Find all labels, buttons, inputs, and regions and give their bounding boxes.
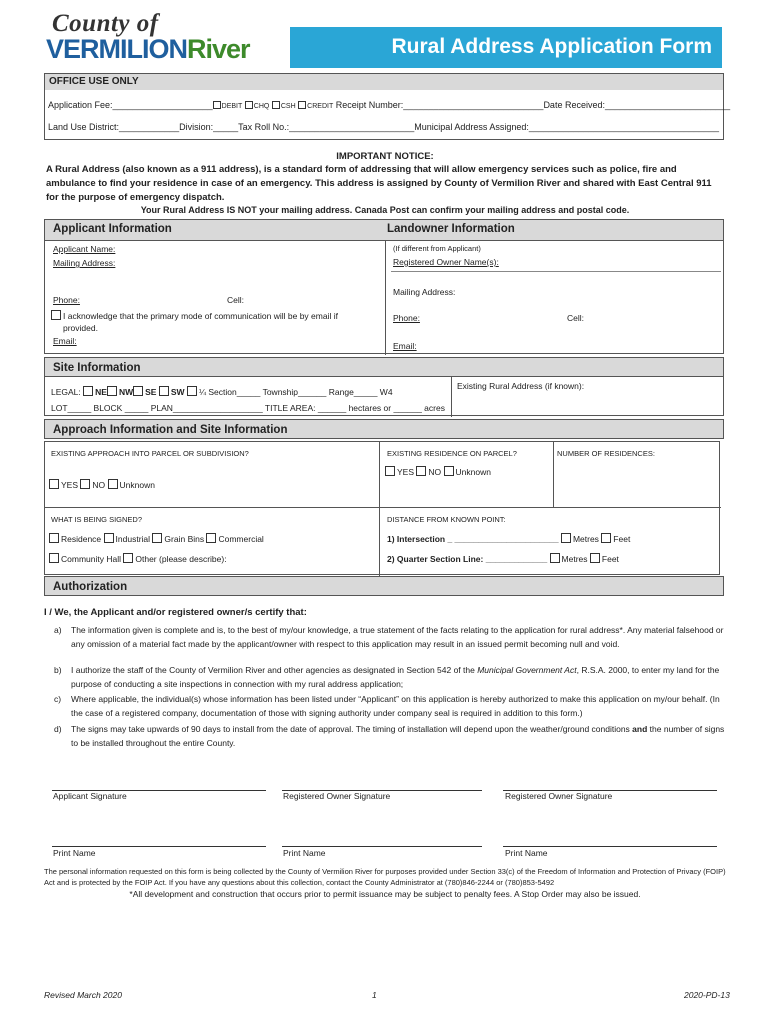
approach-unknown-checkbox[interactable] [108,479,118,489]
landowner-heading: Landowner Information [387,223,515,235]
legal-row [51,386,393,397]
applicant-name-field[interactable]: Applicant Name: [53,244,116,254]
notice-mailing: Your Rural Address IS NOT your mailing address. Canada Post can confirm your mailing address and postal code. [140,205,630,215]
ack-line-1 [51,310,338,321]
site-divider [451,377,452,417]
industrial-checkbox[interactable] [104,533,114,543]
clause-d [54,722,726,750]
applicant-signature-label: Applicant Signature [53,791,127,801]
community-hall-label: Community Hall [61,554,121,564]
credit-checkbox[interactable] [298,101,306,109]
approach-heading [44,419,724,439]
email-ack-checkbox[interactable] [51,310,61,320]
notice-body: A Rural Address (also known as a 911 address), is a standard form of addressing that will allow emergency services such as police, fire and ambulance to find your residence in case of an emergency. This address is assigned by County of Vermilion River and shared with East Central 911 for the purpose of emergency dispatch. [46,164,712,203]
application-fee-field[interactable]: Application Fee:____________________ [48,100,213,110]
signed-options-row-2 [49,553,227,564]
residence-yes-label: YES [397,467,415,477]
form-code: 2020-PD-13 [684,990,730,1000]
distance-label: DISTANCE FROM KNOWN POINT: [387,515,506,524]
debit-checkbox[interactable] [213,101,221,109]
intersection-feet-label: Feet [613,534,631,544]
clause-d-mark: d) [54,724,62,734]
legal-label: LEGAL: [51,387,81,397]
chq-label: CHQ [253,103,270,110]
other-checkbox[interactable] [123,553,133,563]
clause-b-act: Municipal Government Act [477,665,577,675]
office-use-heading: OFFICE USE ONLY [45,74,723,90]
owner-signature-label-2: Registered Owner Signature [505,791,613,801]
approach-row-divider [45,507,721,508]
site-info-heading [44,357,724,377]
applicant-mailing-field[interactable]: Mailing Address: [53,258,116,268]
ne-checkbox[interactable] [83,386,93,396]
existing-approach-label: EXISTING APPROACH INTO PARCEL OR SUBDIVISION? [51,449,249,458]
lot-block-plan-row[interactable]: LOT_____ BLOCK _____ PLAN___________________ TITLE AREA: ______ hectares or ______ acres [51,403,445,413]
revised-date: Revised March 2020 [44,990,122,1000]
landowner-cell-field[interactable]: Cell: [567,313,585,323]
page-number: 1 [372,990,377,1000]
print-name-label-3: Print Name [505,848,548,858]
landowner-phone-field[interactable]: Phone: [393,313,420,323]
quarter-line-field[interactable]: 2) Quarter Section Line: _____________ [387,554,548,564]
quarter-metres-checkbox[interactable] [550,553,560,563]
clause-b-part2: , R.S.A. 2000, to enter my land for the purpose of conducting a site inspections in connection with my rural address application; [71,665,720,689]
penalty-notice: *All development and construction that occurs prior to permit issuance may be subject to penalty fees. A Stop Order may also be issued. [129,889,641,899]
clause-b [54,663,726,691]
clause-a-text: The information given is complete and is, to the best of my/our knowledge, a true statement of the facts relating to the application for rural address*. Any material falsehood or any omission of a material fact made by the applicant/owner with respect to this application may result in an issued permit becoming null and void. [71,625,724,649]
approach-title: Approach Information and Site Information [53,424,288,436]
clause-d-part1: The signs may take upwards of 90 days to install from the date of approval. The timing of installation will depend upon the weather/ground conditions [71,724,633,734]
owner-signature-label-1: Registered Owner Signature [283,791,391,801]
clause-c-text: Where applicable, the individual(s) whose information has been listed under “Applicant” on this application is hereby authorized to make this application on my/our behalf. (In the case of a registered company, documentation of those with signing authority under company seal is required in addition to this form.) [71,694,720,718]
receipt-number-field[interactable]: Receipt Number:____________________________ [335,100,544,110]
landowner-note: (If different from Applicant) [393,244,481,253]
title-banner [290,27,722,68]
intersection-feet-checkbox[interactable] [601,533,611,543]
grain-bins-label: Grain Bins [164,534,205,544]
sw-checkbox[interactable] [159,386,169,396]
tax-roll-field[interactable]: Tax Roll No.:_________________________ [238,122,415,132]
authorization-heading [44,576,724,596]
chq-checkbox[interactable] [245,101,253,109]
intersection-field[interactable]: 1) Intersection _ ______________________ [387,534,559,544]
logo-text-vermilion-river [46,34,250,65]
quarter-feet-label: Feet [601,554,619,564]
applicant-landowner-box [44,240,724,354]
clause-c [54,692,726,720]
other-label[interactable]: Other (please describe): [135,554,227,564]
print-name-line-3[interactable] [503,846,717,847]
residence-no-checkbox[interactable] [416,466,426,476]
debit-label: DEBIT [221,103,243,110]
grain-bins-checkbox[interactable] [152,533,162,543]
approach-no-checkbox[interactable] [80,479,90,489]
clause-a [54,623,726,651]
applicant-cell-field[interactable]: Cell: [227,295,245,305]
site-info-title: Site Information [53,362,141,374]
applicant-heading: Applicant Information [53,223,172,235]
commercial-checkbox[interactable] [206,533,216,543]
se-checkbox[interactable] [133,386,143,396]
residence-checkbox[interactable] [49,533,59,543]
division-field[interactable]: Division:_____ [179,122,239,132]
quarter-line-row [387,553,619,564]
print-name-label-2: Print Name [283,848,326,858]
residence-unknown-checkbox[interactable] [444,466,454,476]
community-hall-checkbox[interactable] [49,553,59,563]
csh-label: CSH [280,103,296,110]
landowner-email-field[interactable]: Email: [393,341,417,351]
site-info-box [44,376,724,416]
column-divider [385,241,386,355]
number-of-residences-field[interactable]: NUMBER OF RESIDENCES: [557,449,655,458]
print-name-label-1: Print Name [53,848,96,858]
applicant-email-field[interactable]: Email: [53,336,77,346]
date-received-field[interactable]: Date Received:_________________________ [543,100,731,110]
csh-checkbox[interactable] [272,101,280,109]
commercial-label: Commercial [218,534,264,544]
land-use-district-field[interactable]: Land Use District:____________ [48,122,180,132]
credit-label: CREDIT [307,103,334,110]
form-title: Rural Address Application Form [391,35,712,58]
authorization-title: Authorization [53,581,128,593]
intersection-row [387,533,630,544]
quarter-checkbox[interactable] [187,386,197,396]
print-name-line-1[interactable] [52,846,266,847]
clause-b-mark: b) [54,665,62,675]
residence-options [385,466,491,477]
what-signed-label: WHAT IS BEING SIGNED? [51,515,142,524]
clause-c-mark: c) [54,694,62,704]
office-row-2 [48,122,719,132]
quarter-metres-label: Metres [561,554,588,564]
quarter-feet-checkbox[interactable] [590,553,600,563]
owner-name-underline [391,271,721,272]
logo-river: River [187,34,250,64]
approach-options [49,479,155,490]
approach-divider [379,442,380,576]
approach-yes-label: YES [61,480,79,490]
municipal-address-field[interactable]: Municipal Address Assigned:______________________________________ [414,122,720,132]
se-label: SE [145,387,157,397]
office-use-section [44,73,731,140]
clause-d-text [71,722,726,750]
residence-label: Residence [61,534,102,544]
industrial-label: Industrial [115,534,151,544]
residences-divider [553,442,554,507]
ack-text-1: I acknowledge that the primary mode of communication will be by email if [63,311,338,321]
approach-unknown-label: Unknown [119,480,155,490]
clause-b-part1: I authorize the staff of the County of Vermilion River and other agencies as designated in Section 542 of the [71,665,478,675]
nw-checkbox[interactable] [107,386,117,396]
signed-options-row-1 [49,533,264,544]
clause-d-part2: the number of signs to be installed throughout the entire County. [71,724,725,748]
residence-no-label: NO [428,467,442,477]
applicant-landowner-header [44,219,724,241]
intersection-metres-checkbox[interactable] [561,533,571,543]
logo-vermilion: VERMILION [46,34,188,64]
ne-label: NE [95,387,107,397]
approach-box [44,441,720,575]
approach-yes-checkbox[interactable] [49,479,59,489]
logo-text-county-of: County of [52,10,159,37]
clause-b-text [71,663,726,691]
clause-a-mark: a) [54,625,62,635]
notice-heading: IMPORTANT NOTICE: [336,151,434,162]
sw-label: SW [170,387,185,397]
approach-no-label: NO [92,480,106,490]
existing-residence-label: EXISTING RESIDENCE ON PARCEL? [387,449,517,458]
office-row-1 [48,100,730,110]
residence-unknown-label: Unknown [455,467,491,477]
privacy-notice: The personal information requested on this form is being collected by the County of Vermilion River for purposes provided under Section 33(c) of the Freedom of Information and Protection of Privacy (FOIP) Act and is protected by the FOIP Act. If you have any questions about this collection, contact the County Administrator at (780)846-2244 or (780)853-5492 [44,867,726,887]
clause-d-and: and [632,724,648,734]
existing-address-field[interactable]: Existing Rural Address (if known): [457,381,585,391]
section-township-range[interactable]: ¼ Section_____ Township______ Range_____ W4 [198,387,393,397]
owner-name-field[interactable]: Registered Owner Name(s): [393,257,499,267]
certify-statement: I / We, the Applicant and/or registered owner/s certify that: [44,607,307,618]
print-name-line-2[interactable] [282,846,482,847]
intersection-metres-label: Metres [572,534,599,544]
residence-yes-checkbox[interactable] [385,466,395,476]
applicant-phone-field[interactable]: Phone: [53,295,80,305]
landowner-mailing-field[interactable]: Mailing Address: [393,287,456,297]
nw-label: NW [118,387,134,397]
ack-text-2: provided. [63,323,98,333]
